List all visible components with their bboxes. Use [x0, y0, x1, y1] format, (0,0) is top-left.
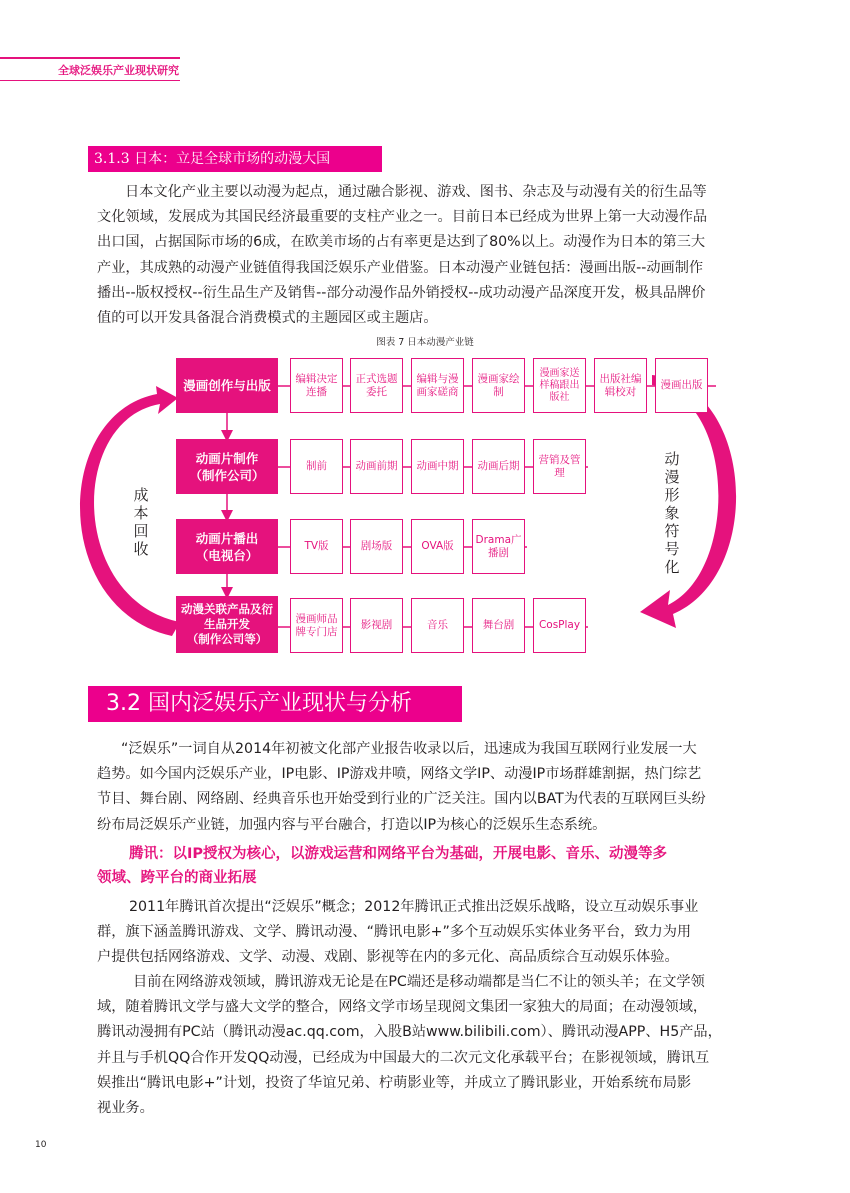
chain-step-box: TV版 — [290, 519, 343, 574]
chain-step-box: 漫画师品牌专门店 — [290, 598, 343, 653]
text-line: 趋势。如今国内泛娱乐产业，IP电影、IP游戏井喷，网络文学IP、动漫IP市场群雄割据，热门综艺 — [97, 766, 702, 783]
chain-step-box: 编辑决定连播 — [290, 358, 343, 413]
chain-step-box: 剧场版 — [350, 519, 403, 574]
running-header: 全球泛娱乐产业现状研究 — [58, 64, 179, 77]
chain-step-box: 编辑与漫画家磋商 — [411, 358, 464, 413]
tencent-heading — [97, 842, 667, 890]
left-curved-arrow — [80, 386, 180, 636]
text-line: 娱推出“腾讯电影+”计划，投资了华谊兄弟、柠萌影业等，并成立了腾讯影业，开始系统布局影 — [97, 1074, 692, 1091]
text-line: 产业，其成熟的动漫产业链值得我国泛娱乐产业借鉴。日本动漫产业链包括：漫画出版--动画制作 — [97, 259, 704, 276]
paragraph-tencent-1 — [97, 895, 757, 971]
chain-step-box: 音乐 — [411, 598, 464, 653]
chain-step-box: 漫画家绘制 — [472, 358, 525, 413]
text-line: 并且与手机QQ合作开发QQ动漫，已经成为中国最大的二次元文化承载平台；在影视领域，腾讯互 — [97, 1049, 710, 1066]
text-line: 播出--版权授权--衍生品生产及销售--部分动漫作品外销授权--成功动漫产品深度开发，极具品牌价 — [97, 284, 706, 301]
chain-step-box: 动画前期 — [350, 439, 403, 494]
figure-caption: 图表 7 日本动漫产业链 — [376, 337, 474, 348]
chain-step-box: 营销及管理 — [533, 439, 586, 494]
paragraph-tencent-2 — [97, 970, 757, 1121]
text-line: “泛娱乐”一词自从2014年初被文化部产业报告收录以后，迅速成为我国互联网行业发展一大 — [121, 741, 697, 757]
text-line: 腾讯：以IP授权为核心，以游戏运营和网络平台为基础，开展电影、音乐、动漫等多 — [129, 846, 668, 862]
text-line: 出口国，占据国际市场的6成，在欧美市场的占有率更是达到了80%以上。动漫作为日本的第三大 — [97, 234, 706, 251]
text-line: 群，旗下涵盖腾讯游戏、文学、腾讯动漫、“腾讯电影+”多个互动娱乐实体业务平台，致力为用 — [97, 924, 692, 941]
main-box-broadcast: 动画片播出 （电视台） — [176, 519, 278, 574]
chain-step-box: 动画后期 — [472, 439, 525, 494]
chain-step-box: OVA版 — [411, 519, 464, 574]
text-line: 值的可以开发具备混合消费模式的主题园区或主题店。 — [97, 310, 438, 327]
chain-step-box: 制前 — [290, 439, 343, 494]
chain-step-box: 出版社编辑校对 — [594, 358, 647, 413]
chain-step-box: 影视剧 — [350, 598, 403, 653]
text-line: 领域、跨平台的商业拓展 — [97, 870, 257, 886]
left-cycle-label: 成本回收 — [133, 486, 149, 558]
chain-step-box: 漫画出版 — [655, 358, 708, 413]
text-line: 日本文化产业主要以动漫为起点，通过融合影视、游戏、图书、杂志及与动漫有关的衍生品等 — [125, 184, 707, 200]
text-line: 户提供包括网络游戏、文学、动漫、戏剧、影视等在内的多元化、高品质综合互动娱乐体验。 — [97, 949, 679, 966]
chain-step-box: 正式选题委托 — [350, 358, 403, 413]
main-box-animation-production: 动画片制作 （制作公司） — [176, 439, 278, 494]
page-number: 10 — [35, 1140, 47, 1150]
section-heading-313: 3.1.3 日本：立足全球市场的动漫大国 — [88, 146, 382, 172]
text-line: 视业务。 — [97, 1100, 154, 1117]
text-line: 域，随着腾讯文学与盛大文学的整合，网络文学市场呈现阅文集团一家独大的局面；在动漫领域， — [97, 999, 708, 1016]
main-box-manga: 漫画创作与出版 — [176, 358, 278, 413]
chain-step-box: Drama广播剧 — [472, 519, 525, 574]
chain-step-box: 漫画家送样稿跟出版社 — [533, 358, 586, 413]
text-line: 节目、舞台剧、网络剧、经典音乐也开始受到行业的广泛关注。国内以BAT为代表的互联网巨头纷 — [97, 791, 706, 808]
text-line: 腾讯动漫拥有PC站（腾讯动漫ac.qq.com，入股B站www.bilibili.com）、腾讯动漫APP、H5产品， — [97, 1024, 722, 1041]
chain-step-box: CosPlay — [533, 598, 586, 653]
paragraph-domestic — [97, 737, 757, 838]
text-line: 目前在网络游戏领域，腾讯游戏无论是在PC端还是移动端都是当仁不让的领头羊；在文学领 — [133, 974, 705, 990]
chain-step-box: 舞台剧 — [472, 598, 525, 653]
text-line: 2011年腾讯首次提出“泛娱乐”概念；2012年腾讯正式推出泛娱乐战略，设立互动娱乐事业 — [129, 899, 699, 915]
main-box-derivatives: 动漫关联产品及衍生品开发 （制作公司等） — [176, 596, 278, 653]
right-cycle-label: 动漫形象符号化 — [664, 450, 680, 576]
text-line: 纷布局泛娱乐产业链，加强内容与平台融合，打造以IP为核心的泛娱乐生态系统。 — [97, 816, 607, 833]
chain-step-box: 动画中期 — [411, 439, 464, 494]
section-heading-32: 3.2 国内泛娱乐产业现状与分析 — [88, 686, 462, 722]
text-line: 文化领域，发展成为其国民经济最重要的支柱产业之一。目前日本已经成为世界上第一大动漫作品 — [97, 209, 708, 226]
